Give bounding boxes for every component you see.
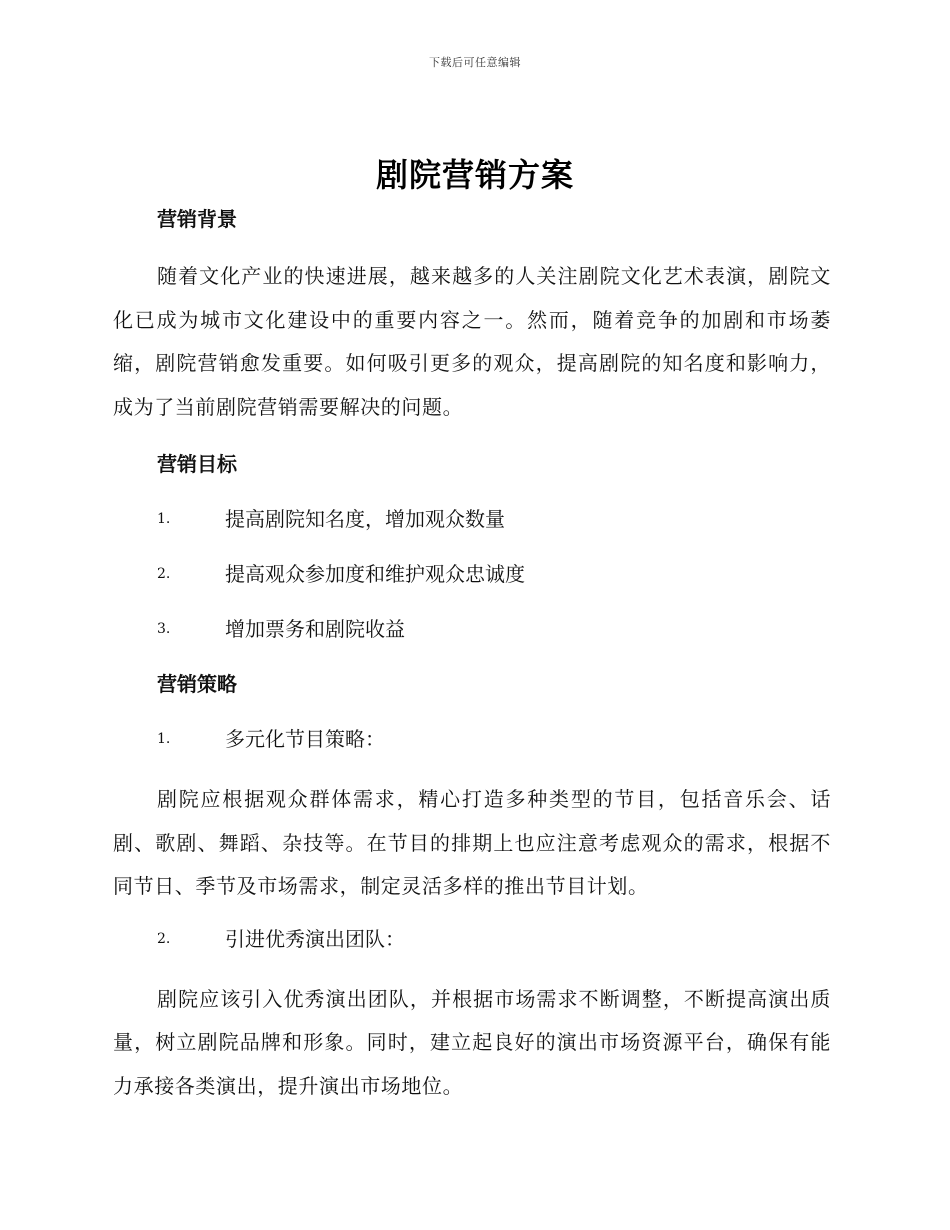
goal-number: 1. bbox=[157, 511, 171, 527]
goal-text: 提高剧院知名度，增加观众数量 bbox=[225, 507, 505, 531]
goal-text: 增加票务和剧院收益 bbox=[225, 617, 405, 641]
section-heading-background: 营销背景 bbox=[157, 207, 237, 231]
strategy-number: 1. bbox=[157, 731, 171, 747]
strategy-title: 多元化节目策略： bbox=[225, 727, 385, 751]
strategy-item bbox=[157, 720, 831, 758]
strategy-paragraph: 剧院应该引入优秀演出团队，并根据市场需求不断调整，不断提高演出质量，树立剧院品牌和形象。同时，建立起良好的演出市场资源平台，确保有能力承接各类演出，提升演出市场地位。 bbox=[113, 986, 831, 1098]
document-title: 剧院营销方案 bbox=[375, 156, 574, 194]
goal-text: 提高观众参加度和维护观众忠诚度 bbox=[225, 562, 525, 586]
goal-number: 2. bbox=[157, 566, 171, 582]
strategy-number: 2. bbox=[157, 930, 171, 947]
section-heading-goals: 营销目标 bbox=[157, 452, 237, 476]
goal-number: 3. bbox=[157, 621, 171, 637]
header-note: 下载后可任意编辑 bbox=[429, 56, 521, 69]
goal-item bbox=[157, 610, 831, 648]
document-body bbox=[113, 200, 831, 1108]
strategy-item bbox=[157, 920, 831, 958]
section-heading-strategy: 营销策略 bbox=[157, 672, 237, 696]
strategy-paragraph: 剧院应根据观众群体需求，精心打造多种类型的节目，包括音乐会、话剧、歌剧、舞蹈、杂技等。在节目的排期上也应注意考虑观众的需求，根据不同节日、季节及市场需求，制定灵活多样的推出节目计划。 bbox=[113, 787, 831, 898]
goal-item bbox=[157, 555, 831, 593]
background-paragraph: 随着文化产业的快速进展，越来越多的人关注剧院文化艺术表演，剧院文化已成为城市文化建设中的重要内容之一。然而，随着竞争的加剧和市场萎缩，剧院营销愈发重要。如何吸引更多的观众，提高剧院的知名度和影响力，成为了当前剧院营销需要解决的问题。 bbox=[113, 264, 831, 419]
goal-item bbox=[157, 500, 831, 538]
strategy-title: 引进优秀演出团队： bbox=[225, 926, 405, 951]
